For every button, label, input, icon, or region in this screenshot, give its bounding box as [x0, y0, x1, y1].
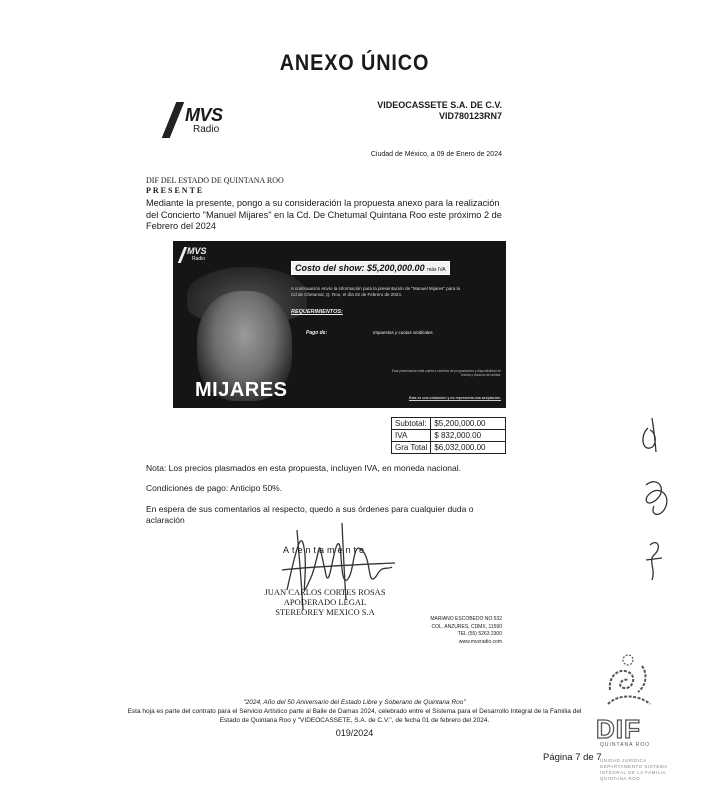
document-title: ANEXO ÚNICO: [279, 50, 430, 75]
addressee-name: DIF DEL ESTADO DE QUINTANA ROO: [146, 176, 284, 185]
company-address: [430, 616, 502, 646]
totals-label: Gra Total: [392, 442, 431, 454]
totals-value: $6,032,000.00: [431, 442, 506, 454]
logo-sub: Radio: [193, 124, 220, 135]
price-note: Nota: Los precios plasmados en esta propuesta, incluyen IVA, en moneda nacional.: [146, 463, 462, 473]
footer-quote: "2024, Año del 50 Aniversario del Estado Libre y Soberano de Quintana Roo": [243, 699, 466, 706]
table-row: [392, 418, 506, 430]
totals-label: Subtotal:: [392, 418, 431, 430]
banner-pago-value: Impuestos y cuotas sindicales: [373, 330, 433, 335]
company-block: [377, 100, 502, 122]
banner-brand-sub: Radio: [192, 256, 206, 262]
banner-cost: [291, 261, 450, 275]
stamp-text: [600, 758, 668, 782]
stamp-line: QUINTANA ROO: [600, 776, 641, 781]
banner-intro: A continuación envío la información para la presentación de "Manuel Mijares" para la Cd de Chetumal, Q. Roo, el día 02 de Febrero de 2024.: [291, 286, 461, 297]
address-line: COL. ANZURES, CDMX, 11590: [431, 623, 502, 630]
banner-requirements: REQUERIMIENTOS:: [291, 309, 343, 315]
signer-name: JUAN CARLOS CORTES ROSAS: [264, 587, 386, 597]
banner-brand: MVS: [187, 246, 207, 256]
payment-conditions: Condiciones de pago: Anticipo 50%.: [146, 483, 283, 493]
footer-line: Esta hoja es parte del contrato para el Servicio Artístico parte al Baile de Damas 2024, celebrado entre el Sistema para el Desarrollo Integral de la Familia del: [127, 708, 582, 715]
banner-artist-name: MIJARES: [195, 379, 288, 401]
stamp-line: INTEGRAL DE LA FAMILIA: [600, 770, 666, 775]
totals-label: IVA: [392, 430, 431, 442]
addressee-presente: PRESENTE: [146, 186, 205, 195]
concert-banner: [173, 241, 506, 408]
address-line: TEL (55) 5263 2300: [457, 631, 502, 637]
table-row: [392, 430, 506, 442]
atentamente: Atentamente: [283, 545, 368, 555]
stamp-line: DEPARTAMENTO SISTEMA: [600, 764, 668, 769]
logo-slash-icon: [162, 102, 185, 138]
dif-sub: QUINTANA ROO: [600, 742, 650, 748]
contract-number: 019/2024: [335, 728, 374, 738]
totals-value: $5,200,000.00: [431, 418, 506, 430]
banner-pago-label: Pago de:: [306, 330, 328, 336]
cost-tax: más IVA: [427, 267, 446, 273]
logo-brand: MVS: [185, 105, 223, 125]
company-rfc: VID780123RN7: [438, 111, 502, 121]
banner-note-2: Esta es una cotización y no representa una aceptación.: [408, 396, 501, 400]
mvs-radio-logo: [167, 100, 247, 142]
addressee: [146, 176, 284, 196]
cost-value: $5,200,000.00: [367, 263, 425, 273]
margin-initials: [628, 410, 688, 590]
totals-table: [391, 417, 506, 454]
banner-note: Esta presentación está sujeta a cambios de programación y disponibilidad de fechas y horarios del artista.: [391, 369, 501, 377]
signer-company: STEREOREY MEXICO S.A: [275, 607, 375, 617]
date-line: Ciudad de México, a 09 de Enero de 2024: [370, 151, 502, 158]
signer-block: [250, 587, 400, 617]
footer: [0, 698, 709, 738]
dif-word: DIF: [596, 714, 641, 744]
closing-paragraph: En espera de sus comentarios al respecto, quedo a sus órdenes para cualquier duda o aclaración: [146, 504, 474, 525]
totals-value: $ 832,000.00: [431, 430, 506, 442]
banner-logo-slash-icon: [178, 247, 187, 263]
address-line: MARIANO ESCOBEDO NO.532: [430, 616, 502, 622]
page-number: Página 7 de 7: [543, 752, 602, 763]
address-line: www.mvsradio.com: [458, 638, 502, 645]
signer-role: APODERADO LEGAL: [283, 597, 367, 607]
table-row: [392, 442, 506, 454]
company-name: VIDEOCASSETE S.A. DE C.V.: [377, 100, 502, 110]
body-paragraph: Mediante la presente, pongo a su consideración la propuesta anexo para la realización del Concierto "Manuel Mijares" en la Cd. De Chetumal Quintana Roo este próximo 2 de Febrero del 2024: [146, 198, 502, 231]
stamp-line: UNIDAD JURÍDICA: [600, 758, 647, 763]
footer-line: Estado de Quintana Roo y "VIDEOCASSETE, S.A. de C.V.", de fecha 01 de febrero del 2024.: [219, 717, 490, 724]
cost-label: Costo del show:: [295, 263, 365, 273]
